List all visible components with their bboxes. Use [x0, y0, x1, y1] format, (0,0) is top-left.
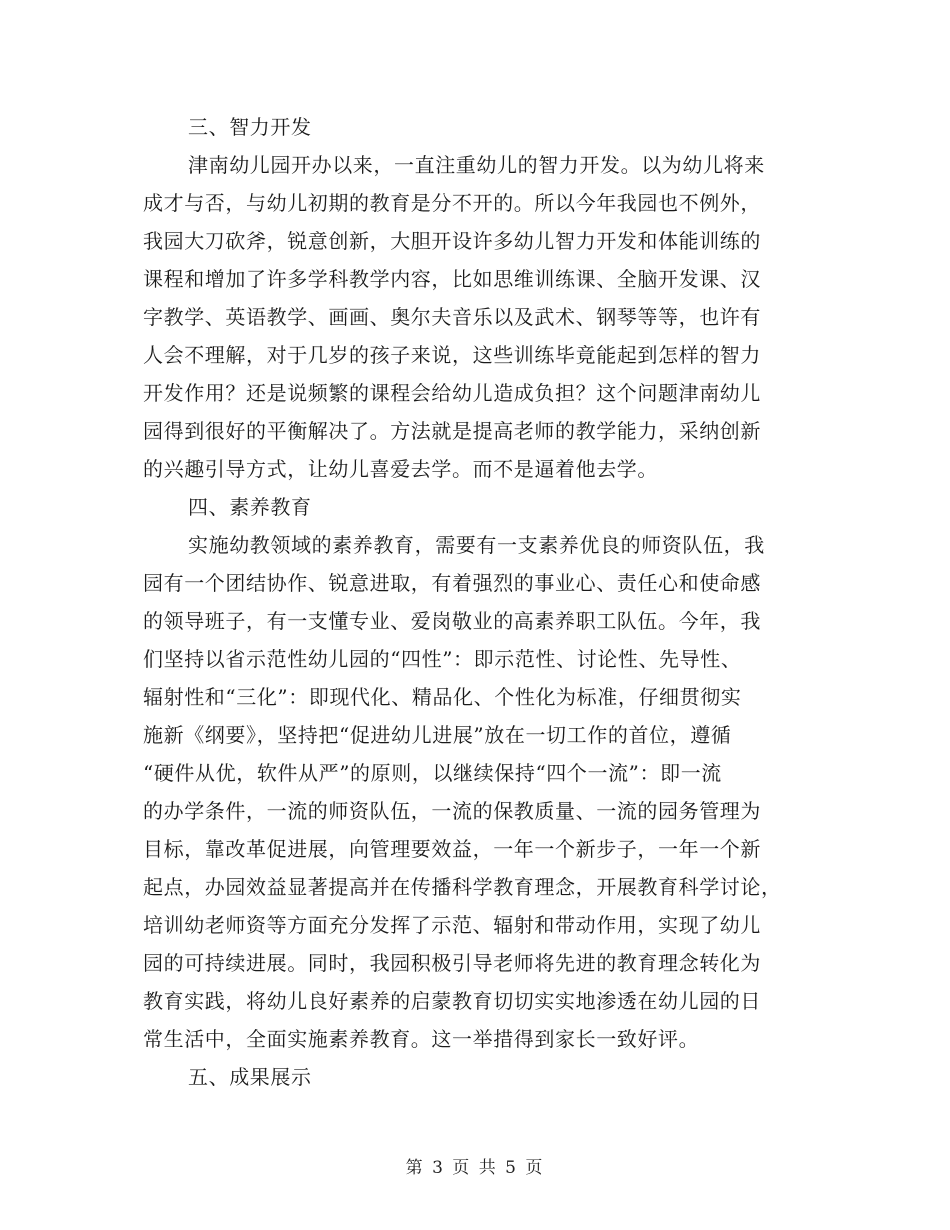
paragraph-line: 课程和增加了许多学科教学内容，比如思维训练课、全脑开发课、汉 [143, 267, 761, 291]
paragraph-line: 目标，靠改革促进展，向管理要效益，一年一个新步子，一年一个新 [143, 837, 761, 861]
paragraph-line: 字教学、英语教学、画画、奥尔夫音乐以及武术、钢琴等等，也许有 [143, 305, 761, 329]
paragraph-line: 园的可持续进展。同时，我园积极引导老师将先进的教育理念转化为 [143, 951, 761, 975]
paragraph-line: 我园大刀砍斧，锐意创新，大胆开设许多幼儿智力开发和体能训练的 [143, 229, 761, 253]
paragraph-line: 们坚持以省示范性幼儿园的“四性”：即示范性、讨论性、先导性、 [143, 647, 742, 671]
section-heading-quality-education: 四、素养教育 [188, 495, 312, 519]
section-heading-results: 五、成果展示 [188, 1065, 312, 1089]
paragraph-line: 起点，办园效益显著提高并在传播科学教育理念，开展教育科学讨论， [143, 875, 782, 899]
paragraph-line: 辐射性和“三化”：即现代化、精品化、个性化为标准，仔细贯彻实 [143, 685, 742, 709]
paragraph-line: 的兴趣引导方式，让幼儿喜爱去学。而不是逼着他去学。 [143, 457, 658, 481]
paragraph-line: 园有一个团结协作、锐意进取，有着强烈的事业心、责任心和使命感 [143, 571, 761, 595]
paragraph-line: 园得到很好的平衡解决了。方法就是提高老师的教学能力，采纳创新 [143, 419, 761, 443]
paragraph-line: “硬件从优，软件从严”的原则，以继续保持“四个一流”：即一流 [143, 761, 722, 785]
section-heading-intelligence: 三、智力开发 [188, 115, 312, 139]
page-number-footer: 第 3 页 共 5 页 [405, 1158, 545, 1178]
document-body [143, 108, 808, 1096]
paragraph-line: 的办学条件，一流的师资队伍，一流的保教质量、一流的园务管理为 [143, 799, 761, 823]
paragraph-line: 常生活中，全面实施素养教育。这一举措得到家长一致好评。 [143, 1027, 700, 1051]
paragraph-line: 教育实践，将幼儿良好素养的启蒙教育切切实实地渗透在幼儿园的日 [143, 989, 761, 1013]
paragraph-line: 实施幼教领域的素养教育，需要有一支素养优良的师资队伍，我 [188, 533, 765, 557]
paragraph-line: 成才与否，与幼儿初期的教育是分不开的。所以今年我园也不例外， [143, 191, 761, 215]
paragraph-line: 的领导班子，有一支懂专业、爱岗敬业的高素养职工队伍。今年，我 [143, 609, 761, 633]
paragraph-line: 人会不理解，对于几岁的孩子来说，这些训练毕竟能起到怎样的智力 [143, 343, 761, 367]
paragraph-line: 开发作用？还是说频繁的课程会给幼儿造成负担？这个问题津南幼儿 [143, 381, 761, 405]
paragraph-line: 培训幼老师资等方面充分发挥了示范、辐射和带动作用，实现了幼儿 [143, 913, 761, 937]
paragraph-line: 津南幼儿园开办以来，一直注重幼儿的智力开发。以为幼儿将来 [188, 153, 765, 177]
paragraph-line: 施新《纲要》，坚持把“促进幼儿进展”放在一切工作的首位，遵循 [143, 723, 732, 747]
